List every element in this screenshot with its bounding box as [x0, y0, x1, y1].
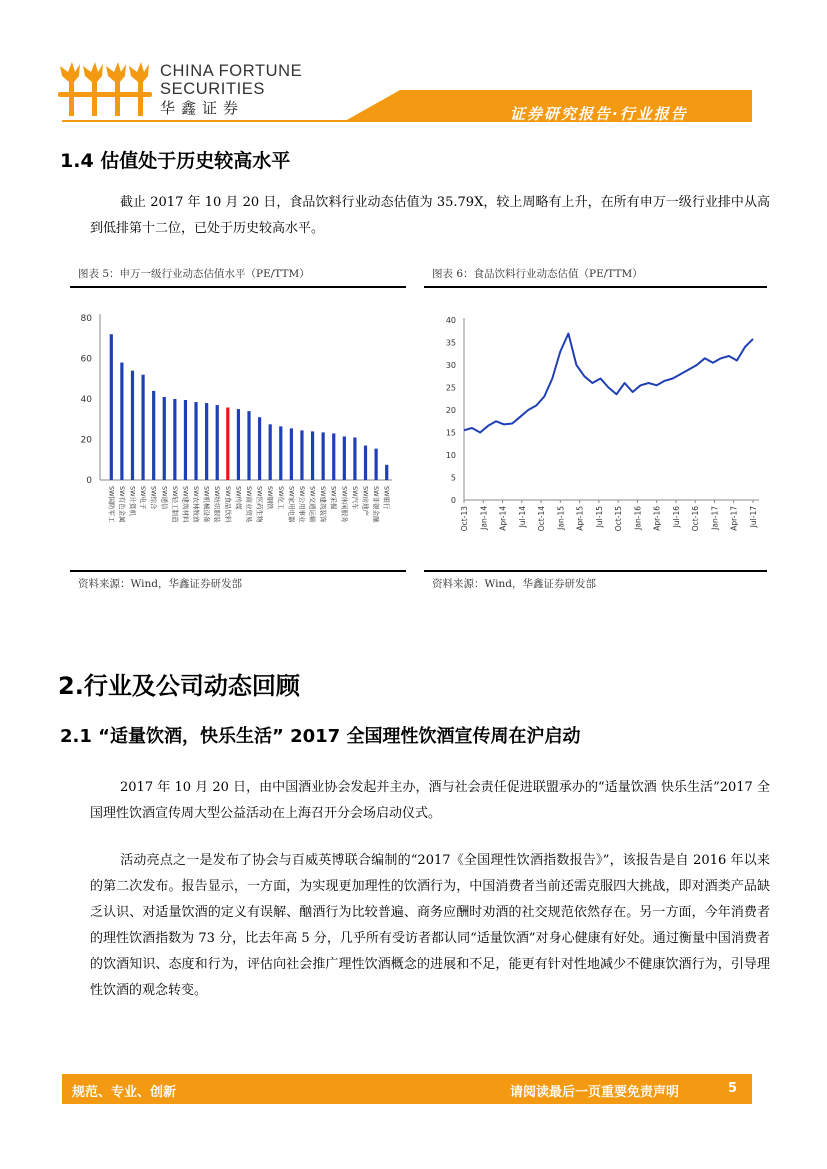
footer-disclaimer-notice: 请阅读最后一页重要免责声明 — [510, 1085, 680, 1100]
x-tick-label: SW轻工制造 — [170, 486, 179, 523]
y-tick-label: 35 — [445, 338, 456, 348]
bar — [385, 465, 388, 480]
bar — [163, 397, 166, 480]
bar — [131, 371, 134, 480]
x-tick-label: Jul-15 — [594, 506, 604, 528]
x-tick-label: Oct-16 — [691, 506, 701, 532]
bar — [173, 399, 176, 480]
figure5-title: 图表 5：申万一级行业动态估值水平（PE/TTM） — [78, 268, 310, 280]
x-tick-label: SW建筑装饰 — [319, 486, 328, 523]
bar — [141, 375, 144, 480]
x-tick-label: Jan-17 — [710, 506, 720, 530]
section-2-1-paragraph-1 — [90, 775, 770, 827]
x-tick-label: SW纺织服装 — [213, 486, 222, 523]
brand-name-en-line1: CHINA FORTUNE — [160, 62, 303, 80]
y-tick-label: 10 — [445, 451, 456, 460]
bar — [290, 428, 293, 480]
y-tick-label: 25 — [445, 383, 456, 393]
bar — [322, 432, 325, 480]
bar — [343, 436, 346, 480]
bar — [216, 405, 219, 480]
x-tick-label: SW银行 — [382, 486, 391, 510]
bar — [258, 417, 261, 480]
x-tick-label: Oct-14 — [537, 506, 547, 532]
x-tick-label: SW钢铁 — [266, 486, 275, 510]
y-tick-label: 0 — [86, 476, 92, 486]
y-tick-label: 20 — [445, 406, 456, 415]
figure6-bottom-rule — [424, 570, 767, 572]
x-tick-label: Jan-14 — [479, 506, 489, 530]
figure6-top-rule — [424, 286, 767, 288]
y-tick-label: 20 — [80, 435, 92, 446]
x-tick-label: SW综合 — [149, 486, 158, 510]
bar — [353, 437, 356, 480]
bar — [247, 411, 250, 480]
x-tick-label: Jul-17 — [749, 506, 758, 528]
bar — [205, 403, 208, 480]
x-tick-label: SW农林牧渔 — [192, 486, 201, 523]
section-heading-2: 2.行业及公司动态回顾 — [58, 672, 300, 700]
x-tick-label: Apr-14 — [498, 506, 508, 531]
bar — [226, 408, 229, 480]
figure5-top-rule — [70, 286, 406, 288]
x-tick-label: SW家用电器 — [287, 486, 296, 523]
bar — [110, 334, 113, 480]
company-logo-icon — [58, 60, 153, 120]
figure5-bottom-rule — [70, 570, 406, 572]
figure5-source: 资料来源：Wind，华鑫证券研发部 — [78, 578, 242, 590]
report-type-label: 证券研究报告·行业报告 — [510, 105, 688, 123]
section-heading-1-4: 1.4 估值处于历史较高水平 — [60, 150, 291, 172]
figure6-line-chart — [424, 300, 767, 568]
brand-name-en-line2: SECURITIES — [160, 80, 266, 98]
bar — [194, 402, 197, 480]
x-tick-label: SW交通运输 — [308, 486, 317, 523]
figure5-bar-chart — [70, 300, 406, 568]
x-tick-label: Jan-16 — [633, 506, 643, 530]
bar — [311, 431, 314, 480]
x-tick-label: SW国防军工 — [107, 486, 116, 523]
x-tick-label: SW通信 — [160, 486, 169, 510]
x-tick-label: Jan-15 — [556, 506, 566, 530]
x-tick-label: SW有色金属 — [117, 486, 126, 523]
bar — [375, 449, 378, 480]
x-tick-label: SW建筑材料 — [181, 486, 190, 523]
x-tick-label: Apr-16 — [652, 506, 662, 531]
x-tick-label: SW非银金融 — [372, 486, 381, 523]
bar — [300, 430, 303, 480]
x-tick-label: Jul-16 — [671, 506, 681, 528]
x-tick-label: SW医药生物 — [255, 486, 264, 523]
x-tick-label: Oct-13 — [460, 506, 469, 532]
page-number: 5 — [728, 1081, 738, 1096]
bar — [364, 446, 367, 480]
x-tick-label: SW机械设备 — [202, 486, 211, 523]
bar — [279, 426, 282, 480]
x-tick-label: Apr-17 — [729, 506, 739, 531]
x-tick-label: SW房地产 — [361, 486, 370, 517]
y-tick-label: 0 — [450, 496, 456, 505]
x-tick-label: SW化工 — [276, 486, 285, 510]
x-tick-label: SW休闲服务 — [340, 486, 349, 523]
bar — [269, 424, 272, 480]
bar — [120, 363, 123, 480]
figure6-source: 资料来源：Wind，华鑫证券研发部 — [432, 578, 596, 590]
x-tick-label: SW计算机 — [128, 486, 137, 517]
y-tick-label: 40 — [80, 395, 92, 405]
bar — [237, 409, 240, 480]
x-tick-label: SW汽车 — [350, 486, 359, 510]
x-tick-label: SW公用事业 — [297, 486, 306, 523]
section-heading-2-1: 2.1 “适量饮酒，快乐生活” 2017 全国理性饮酒宣传周在沪启动 — [60, 726, 581, 747]
brand-name-cn: 华鑫证券 — [160, 100, 245, 117]
series-line — [464, 334, 753, 433]
x-tick-label: Oct-15 — [614, 506, 624, 532]
y-tick-label: 40 — [445, 316, 456, 325]
y-tick-label: 30 — [445, 361, 456, 370]
footer-slogan: 规范、专业、创新 — [72, 1085, 177, 1100]
section-2-1-paragraph-2 — [90, 848, 770, 1004]
x-tick-label: SW电子 — [139, 486, 148, 510]
x-tick-label: SW采掘 — [329, 486, 338, 510]
x-tick-label: Apr-15 — [575, 506, 585, 531]
bar — [332, 433, 335, 480]
y-tick-label: 5 — [450, 473, 456, 483]
x-tick-label: SW商业贸易 — [245, 486, 253, 523]
y-tick-label: 60 — [80, 354, 92, 365]
paragraph-text: 截止 2017 年 10 月 20 日，食品饮料行业动态估值为 35.79X，较上周略有上升，在所有申万一级行业排中从高到低排第十二位，已处于历史较高水平。 — [90, 195, 770, 236]
paragraph-text: 活动亮点之一是发布了协会与百威英博联合编制的“2017《全国理性饮酒指数报告》”，该报告是自 2016 年以来的第二次发布。报告显示，一方面，为实现更加理性的饮酒行为，中国消费者当前还需克服四大挑战，即对酒类产品缺乏认识、对适量饮酒的定义有误解、酗酒行为比较普遍、商务应酬时劝酒的社交规范依然存在。另一方面，今年消费者的理性饮酒指数为 73 分，比去年高 5 分，几乎所有受访者都认同“适量饮酒”对身心健康有好处。通过衡量中国消费者的饮酒知识、态度和行为，评估向社会推广理性饮酒概念的进展和不足，能更有针对性地减少不健康饮酒行为，引导理性饮酒的观念转变。 — [90, 853, 770, 998]
x-tick-label: Jul-14 — [517, 506, 527, 528]
figure6-title: 图表 6：食品饮料行业动态估值（PE/TTM） — [432, 268, 643, 280]
y-tick-label: 15 — [445, 428, 456, 438]
bar — [152, 391, 155, 480]
bar — [184, 400, 187, 480]
x-tick-label: SW食品饮料 — [223, 486, 232, 523]
y-tick-label: 80 — [80, 314, 92, 324]
paragraph-text: 2017 年 10 月 20 日，由中国酒业协会发起并主办，酒与社会责任促进联盟承办的“适量饮酒 快乐生活”2017 全国理性饮酒宣传周大型公益活动在上海召开分会场启动仪式。 — [90, 780, 770, 821]
section-1-4-paragraph — [90, 190, 770, 242]
x-tick-label: SW传媒 — [234, 486, 243, 510]
